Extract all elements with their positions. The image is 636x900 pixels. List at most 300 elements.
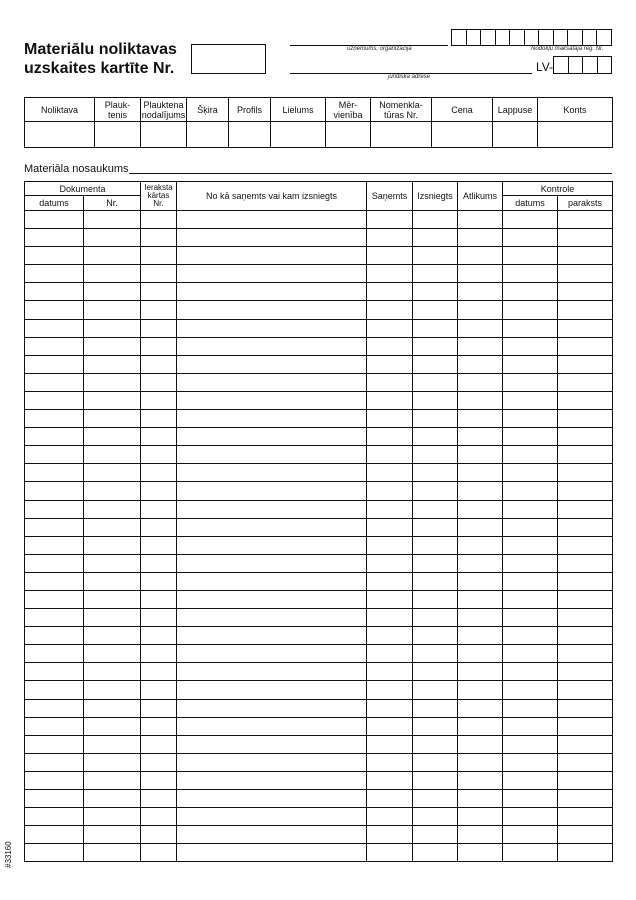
ledger-cell[interactable] <box>177 681 367 699</box>
ledger-cell[interactable] <box>458 554 503 572</box>
ledger-cell[interactable] <box>367 247 413 265</box>
ledger-cell[interactable] <box>141 536 177 554</box>
ledger-cell[interactable] <box>177 355 367 373</box>
ledger-cell[interactable] <box>503 337 558 355</box>
ledger-cell[interactable] <box>367 518 413 536</box>
attribute-value-cell[interactable] <box>25 122 95 148</box>
ledger-cell[interactable] <box>413 428 458 446</box>
ledger-cell[interactable] <box>367 500 413 518</box>
ledger-cell[interactable] <box>177 808 367 826</box>
ledger-cell[interactable] <box>141 301 177 319</box>
ledger-cell[interactable] <box>177 464 367 482</box>
ledger-cell[interactable] <box>84 500 141 518</box>
ledger-cell[interactable] <box>503 283 558 301</box>
ledger-cell[interactable] <box>413 554 458 572</box>
ledger-cell[interactable] <box>503 229 558 247</box>
ledger-cell[interactable] <box>177 536 367 554</box>
ledger-cell[interactable] <box>84 753 141 771</box>
ledger-cell[interactable] <box>558 627 613 645</box>
ledger-cell[interactable] <box>141 790 177 808</box>
ledger-cell[interactable] <box>84 609 141 627</box>
ledger-cell[interactable] <box>503 771 558 789</box>
ledger-cell[interactable] <box>413 482 458 500</box>
card-number-field[interactable] <box>191 44 266 74</box>
ledger-cell[interactable] <box>177 627 367 645</box>
ledger-cell[interactable] <box>413 319 458 337</box>
ledger-cell[interactable] <box>503 627 558 645</box>
ledger-cell[interactable] <box>177 699 367 717</box>
ledger-cell[interactable] <box>503 645 558 663</box>
ledger-cell[interactable] <box>367 590 413 608</box>
ledger-cell[interactable] <box>141 229 177 247</box>
ledger-cell[interactable] <box>413 518 458 536</box>
ledger-cell[interactable] <box>141 500 177 518</box>
ledger-cell[interactable] <box>458 753 503 771</box>
ledger-cell[interactable] <box>177 717 367 735</box>
ledger-cell[interactable] <box>367 391 413 409</box>
ledger-cell[interactable] <box>25 518 84 536</box>
ledger-cell[interactable] <box>367 337 413 355</box>
attribute-value-cell[interactable] <box>187 122 229 148</box>
ledger-cell[interactable] <box>458 464 503 482</box>
ledger-cell[interactable] <box>84 301 141 319</box>
ledger-cell[interactable] <box>503 410 558 428</box>
ledger-cell[interactable] <box>141 247 177 265</box>
ledger-cell[interactable] <box>503 826 558 844</box>
ledger-cell[interactable] <box>25 590 84 608</box>
ledger-cell[interactable] <box>84 211 141 229</box>
ledger-cell[interactable] <box>84 265 141 283</box>
ledger-cell[interactable] <box>25 808 84 826</box>
ledger-cell[interactable] <box>84 464 141 482</box>
ledger-cell[interactable] <box>141 410 177 428</box>
ledger-cell[interactable] <box>503 609 558 627</box>
ledger-cell[interactable] <box>141 699 177 717</box>
ledger-cell[interactable] <box>413 373 458 391</box>
ledger-cell[interactable] <box>558 283 613 301</box>
ledger-cell[interactable] <box>458 247 503 265</box>
ledger-cell[interactable] <box>177 771 367 789</box>
ledger-cell[interactable] <box>367 428 413 446</box>
ledger-cell[interactable] <box>177 211 367 229</box>
ledger-cell[interactable] <box>367 844 413 862</box>
ledger-cell[interactable] <box>84 373 141 391</box>
ledger-cell[interactable] <box>25 753 84 771</box>
ledger-cell[interactable] <box>25 482 84 500</box>
ledger-cell[interactable] <box>177 247 367 265</box>
ledger-cell[interactable] <box>558 826 613 844</box>
ledger-cell[interactable] <box>84 391 141 409</box>
ledger-cell[interactable] <box>503 247 558 265</box>
ledger-cell[interactable] <box>177 753 367 771</box>
ledger-cell[interactable] <box>25 247 84 265</box>
ledger-cell[interactable] <box>503 355 558 373</box>
ledger-cell[interactable] <box>558 410 613 428</box>
ledger-cell[interactable] <box>25 301 84 319</box>
ledger-cell[interactable] <box>458 699 503 717</box>
ledger-cell[interactable] <box>558 301 613 319</box>
ledger-cell[interactable] <box>503 572 558 590</box>
ledger-cell[interactable] <box>367 808 413 826</box>
ledger-cell[interactable] <box>558 211 613 229</box>
ledger-cell[interactable] <box>25 355 84 373</box>
ledger-cell[interactable] <box>177 428 367 446</box>
ledger-cell[interactable] <box>367 681 413 699</box>
ledger-cell[interactable] <box>458 373 503 391</box>
ledger-cell[interactable] <box>84 410 141 428</box>
ledger-cell[interactable] <box>558 735 613 753</box>
ledger-cell[interactable] <box>141 771 177 789</box>
ledger-cell[interactable] <box>367 645 413 663</box>
ledger-cell[interactable] <box>558 391 613 409</box>
ledger-cell[interactable] <box>458 844 503 862</box>
ledger-cell[interactable] <box>458 428 503 446</box>
ledger-cell[interactable] <box>413 590 458 608</box>
ledger-cell[interactable] <box>503 808 558 826</box>
ledger-cell[interactable] <box>25 446 84 464</box>
ledger-cell[interactable] <box>25 717 84 735</box>
ledger-cell[interactable] <box>25 735 84 753</box>
ledger-cell[interactable] <box>84 826 141 844</box>
ledger-cell[interactable] <box>558 518 613 536</box>
ledger-cell[interactable] <box>84 247 141 265</box>
ledger-cell[interactable] <box>558 446 613 464</box>
ledger-cell[interactable] <box>25 211 84 229</box>
ledger-cell[interactable] <box>177 373 367 391</box>
ledger-cell[interactable] <box>367 283 413 301</box>
ledger-cell[interactable] <box>458 771 503 789</box>
ledger-cell[interactable] <box>413 265 458 283</box>
ledger-cell[interactable] <box>141 283 177 301</box>
ledger-cell[interactable] <box>503 428 558 446</box>
ledger-cell[interactable] <box>458 717 503 735</box>
ledger-cell[interactable] <box>367 771 413 789</box>
ledger-cell[interactable] <box>558 337 613 355</box>
ledger-cell[interactable] <box>177 790 367 808</box>
ledger-cell[interactable] <box>177 826 367 844</box>
ledger-cell[interactable] <box>84 229 141 247</box>
ledger-cell[interactable] <box>413 301 458 319</box>
ledger-cell[interactable] <box>558 373 613 391</box>
ledger-cell[interactable] <box>84 518 141 536</box>
ledger-cell[interactable] <box>25 500 84 518</box>
ledger-cell[interactable] <box>25 428 84 446</box>
ledger-cell[interactable] <box>367 554 413 572</box>
ledger-cell[interactable] <box>84 645 141 663</box>
ledger-cell[interactable] <box>503 518 558 536</box>
ledger-cell[interactable] <box>84 771 141 789</box>
ledger-cell[interactable] <box>367 229 413 247</box>
ledger-cell[interactable] <box>558 699 613 717</box>
ledger-cell[interactable] <box>503 717 558 735</box>
ledger-cell[interactable] <box>25 609 84 627</box>
ledger-cell[interactable] <box>84 572 141 590</box>
ledger-cell[interactable] <box>367 301 413 319</box>
ledger-cell[interactable] <box>141 717 177 735</box>
attribute-value-cell[interactable] <box>371 122 432 148</box>
ledger-cell[interactable] <box>25 699 84 717</box>
ledger-cell[interactable] <box>177 500 367 518</box>
ledger-cell[interactable] <box>503 500 558 518</box>
ledger-cell[interactable] <box>141 609 177 627</box>
ledger-cell[interactable] <box>177 283 367 301</box>
ledger-cell[interactable] <box>558 428 613 446</box>
ledger-cell[interactable] <box>141 645 177 663</box>
ledger-cell[interactable] <box>413 410 458 428</box>
ledger-cell[interactable] <box>141 373 177 391</box>
ledger-cell[interactable] <box>367 446 413 464</box>
ledger-cell[interactable] <box>177 337 367 355</box>
ledger-cell[interactable] <box>25 826 84 844</box>
ledger-cell[interactable] <box>141 482 177 500</box>
tax-id-boxes[interactable] <box>553 56 612 74</box>
ledger-cell[interactable] <box>413 337 458 355</box>
ledger-cell[interactable] <box>367 319 413 337</box>
ledger-cell[interactable] <box>558 790 613 808</box>
ledger-cell[interactable] <box>413 790 458 808</box>
ledger-cell[interactable] <box>458 826 503 844</box>
ledger-cell[interactable] <box>177 572 367 590</box>
ledger-cell[interactable] <box>177 265 367 283</box>
ledger-cell[interactable] <box>458 590 503 608</box>
ledger-cell[interactable] <box>458 609 503 627</box>
ledger-cell[interactable] <box>25 410 84 428</box>
ledger-cell[interactable] <box>367 663 413 681</box>
ledger-cell[interactable] <box>458 627 503 645</box>
ledger-cell[interactable] <box>503 391 558 409</box>
ledger-cell[interactable] <box>84 735 141 753</box>
ledger-cell[interactable] <box>367 211 413 229</box>
ledger-cell[interactable] <box>141 464 177 482</box>
ledger-cell[interactable] <box>413 446 458 464</box>
ledger-cell[interactable] <box>141 428 177 446</box>
ledger-cell[interactable] <box>558 663 613 681</box>
ledger-cell[interactable] <box>84 663 141 681</box>
ledger-cell[interactable] <box>503 319 558 337</box>
ledger-cell[interactable] <box>25 337 84 355</box>
ledger-cell[interactable] <box>413 663 458 681</box>
ledger-cell[interactable] <box>141 319 177 337</box>
ledger-cell[interactable] <box>503 844 558 862</box>
ledger-cell[interactable] <box>458 283 503 301</box>
ledger-cell[interactable] <box>84 337 141 355</box>
ledger-cell[interactable] <box>458 663 503 681</box>
ledger-cell[interactable] <box>367 627 413 645</box>
ledger-cell[interactable] <box>177 645 367 663</box>
ledger-cell[interactable] <box>503 681 558 699</box>
ledger-cell[interactable] <box>413 464 458 482</box>
ledger-cell[interactable] <box>503 446 558 464</box>
ledger-cell[interactable] <box>558 681 613 699</box>
ledger-cell[interactable] <box>141 808 177 826</box>
ledger-cell[interactable] <box>413 572 458 590</box>
ledger-cell[interactable] <box>25 572 84 590</box>
ledger-cell[interactable] <box>558 247 613 265</box>
ledger-cell[interactable] <box>367 790 413 808</box>
ledger-cell[interactable] <box>413 211 458 229</box>
ledger-cell[interactable] <box>84 482 141 500</box>
ledger-cell[interactable] <box>25 373 84 391</box>
ledger-cell[interactable] <box>141 681 177 699</box>
ledger-cell[interactable] <box>84 355 141 373</box>
ledger-cell[interactable] <box>503 482 558 500</box>
ledger-cell[interactable] <box>458 391 503 409</box>
ledger-cell[interactable] <box>558 808 613 826</box>
ledger-cell[interactable] <box>84 699 141 717</box>
ledger-cell[interactable] <box>141 590 177 608</box>
ledger-cell[interactable] <box>458 265 503 283</box>
attribute-value-cell[interactable] <box>538 122 613 148</box>
ledger-cell[interactable] <box>141 572 177 590</box>
ledger-cell[interactable] <box>558 753 613 771</box>
ledger-cell[interactable] <box>367 699 413 717</box>
ledger-cell[interactable] <box>84 554 141 572</box>
ledger-cell[interactable] <box>141 844 177 862</box>
ledger-cell[interactable] <box>25 464 84 482</box>
ledger-cell[interactable] <box>558 572 613 590</box>
ledger-cell[interactable] <box>558 609 613 627</box>
ledger-cell[interactable] <box>458 808 503 826</box>
ledger-cell[interactable] <box>413 627 458 645</box>
ledger-cell[interactable] <box>413 699 458 717</box>
ledger-cell[interactable] <box>558 771 613 789</box>
ledger-cell[interactable] <box>503 536 558 554</box>
ledger-cell[interactable] <box>413 609 458 627</box>
ledger-cell[interactable] <box>367 753 413 771</box>
ledger-cell[interactable] <box>141 265 177 283</box>
ledger-cell[interactable] <box>177 554 367 572</box>
ledger-cell[interactable] <box>413 753 458 771</box>
ledger-cell[interactable] <box>558 500 613 518</box>
ledger-cell[interactable] <box>558 319 613 337</box>
ledger-cell[interactable] <box>558 590 613 608</box>
ledger-cell[interactable] <box>84 808 141 826</box>
ledger-cell[interactable] <box>503 753 558 771</box>
ledger-cell[interactable] <box>25 229 84 247</box>
ledger-cell[interactable] <box>558 645 613 663</box>
ledger-cell[interactable] <box>458 446 503 464</box>
ledger-cell[interactable] <box>503 554 558 572</box>
ledger-cell[interactable] <box>177 446 367 464</box>
ledger-cell[interactable] <box>25 265 84 283</box>
ledger-cell[interactable] <box>25 391 84 409</box>
ledger-cell[interactable] <box>503 373 558 391</box>
ledger-cell[interactable] <box>25 771 84 789</box>
ledger-cell[interactable] <box>413 826 458 844</box>
ledger-cell[interactable] <box>84 627 141 645</box>
ledger-cell[interactable] <box>458 518 503 536</box>
ledger-cell[interactable] <box>177 518 367 536</box>
ledger-cell[interactable] <box>503 464 558 482</box>
ledger-cell[interactable] <box>413 717 458 735</box>
ledger-cell[interactable] <box>503 735 558 753</box>
ledger-cell[interactable] <box>503 663 558 681</box>
ledger-cell[interactable] <box>25 319 84 337</box>
ledger-cell[interactable] <box>141 518 177 536</box>
ledger-cell[interactable] <box>84 717 141 735</box>
ledger-cell[interactable] <box>367 609 413 627</box>
ledger-cell[interactable] <box>413 391 458 409</box>
ledger-cell[interactable] <box>503 301 558 319</box>
ledger-cell[interactable] <box>413 229 458 247</box>
ledger-cell[interactable] <box>413 771 458 789</box>
ledger-cell[interactable] <box>458 735 503 753</box>
ledger-cell[interactable] <box>84 428 141 446</box>
ledger-cell[interactable] <box>458 229 503 247</box>
ledger-cell[interactable] <box>458 319 503 337</box>
ledger-cell[interactable] <box>413 536 458 554</box>
ledger-cell[interactable] <box>177 663 367 681</box>
attributes-value-row[interactable] <box>25 122 613 148</box>
ledger-cell[interactable] <box>84 681 141 699</box>
ledger-cell[interactable] <box>558 717 613 735</box>
ledger-cell[interactable] <box>558 536 613 554</box>
ledger-cell[interactable] <box>84 844 141 862</box>
ledger-cell[interactable] <box>141 337 177 355</box>
ledger-cell[interactable] <box>177 229 367 247</box>
ledger-cell[interactable] <box>458 681 503 699</box>
ledger-cell[interactable] <box>413 355 458 373</box>
ledger-cell[interactable] <box>458 536 503 554</box>
ledger-cell[interactable] <box>458 301 503 319</box>
ledger-cell[interactable] <box>558 265 613 283</box>
ledger-cell[interactable] <box>503 590 558 608</box>
ledger-cell[interactable] <box>25 554 84 572</box>
ledger-cell[interactable] <box>367 572 413 590</box>
ledger-cell[interactable] <box>141 663 177 681</box>
attribute-value-cell[interactable] <box>326 122 371 148</box>
ledger-cell[interactable] <box>25 627 84 645</box>
ledger-cell[interactable] <box>413 645 458 663</box>
material-name-field[interactable] <box>129 173 612 174</box>
ledger-cell[interactable] <box>25 844 84 862</box>
ledger-cell[interactable] <box>84 590 141 608</box>
attribute-value-cell[interactable] <box>271 122 326 148</box>
ledger-cell[interactable] <box>558 482 613 500</box>
ledger-cell[interactable] <box>458 337 503 355</box>
ledger-cell[interactable] <box>458 500 503 518</box>
ledger-cell[interactable] <box>367 373 413 391</box>
ledger-cell[interactable] <box>458 790 503 808</box>
ledger-cell[interactable] <box>413 681 458 699</box>
ledger-cell[interactable] <box>558 355 613 373</box>
ledger-cell[interactable] <box>413 247 458 265</box>
ledger-cell[interactable] <box>413 283 458 301</box>
ledger-cell[interactable] <box>25 536 84 554</box>
ledger-cell[interactable] <box>413 844 458 862</box>
ledger-cell[interactable] <box>25 283 84 301</box>
ledger-cell[interactable] <box>503 699 558 717</box>
ledger-cell[interactable] <box>84 446 141 464</box>
ledger-cell[interactable] <box>141 826 177 844</box>
ledger-cell[interactable] <box>458 410 503 428</box>
ledger-cell[interactable] <box>458 211 503 229</box>
ledger-cell[interactable] <box>558 229 613 247</box>
ledger-cell[interactable] <box>141 446 177 464</box>
ledger-cell[interactable] <box>25 790 84 808</box>
ledger-cell[interactable] <box>367 355 413 373</box>
ledger-cell[interactable] <box>141 554 177 572</box>
ledger-cell[interactable] <box>458 355 503 373</box>
ledger-cell[interactable] <box>458 572 503 590</box>
ledger-cell[interactable] <box>367 735 413 753</box>
ledger-cell[interactable] <box>503 211 558 229</box>
ledger-cell[interactable] <box>367 410 413 428</box>
ledger-cell[interactable] <box>84 319 141 337</box>
company-code-boxes[interactable] <box>451 29 612 46</box>
attribute-value-cell[interactable] <box>229 122 271 148</box>
ledger-cell[interactable] <box>141 735 177 753</box>
